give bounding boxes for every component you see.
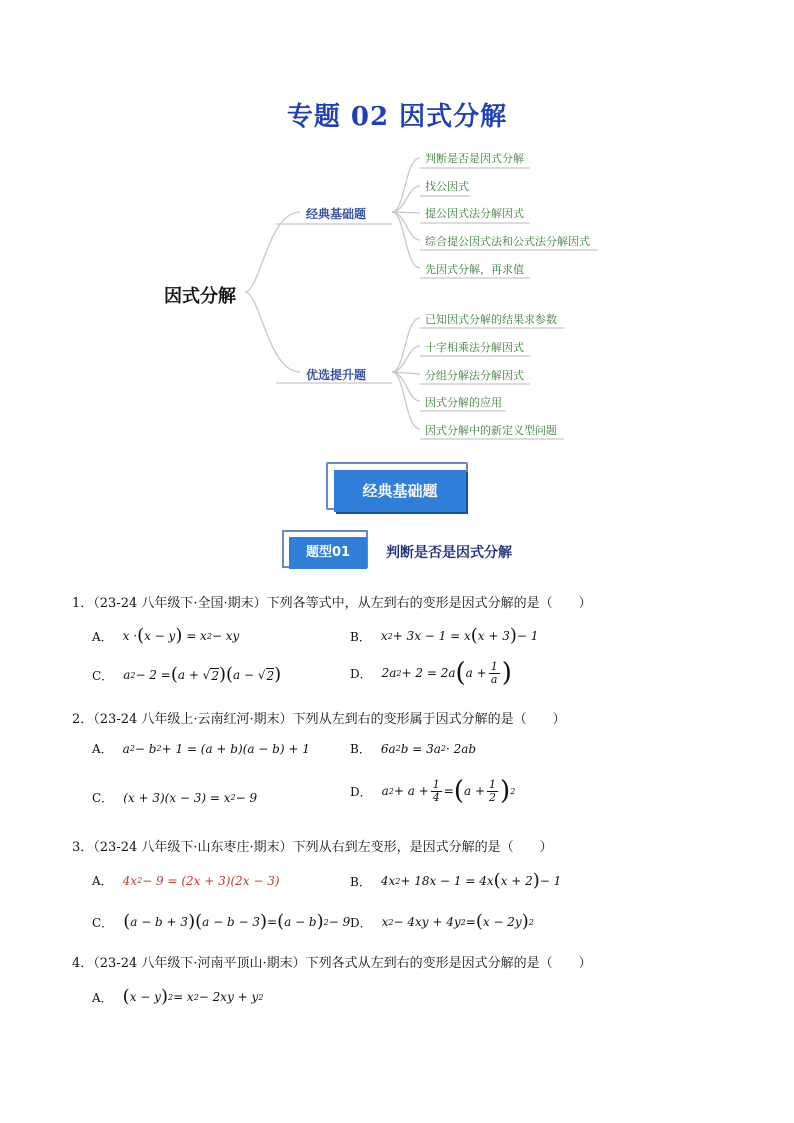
mind-map (0, 0, 794, 460)
question-2-option-c (92, 789, 257, 806)
question-1-option-d (350, 660, 512, 686)
option-formula: ( x − y ) 2 = x 2 − 2xy + y 2 (122, 986, 264, 1007)
mind-map-branch-advanced: 优选提升题 (306, 368, 367, 382)
mind-map-leaf: 分组分解法分解因式 (425, 369, 524, 382)
option-label: A． (92, 742, 113, 756)
option-label: B． (350, 874, 371, 889)
option-formula: a 2 + a + $\frac{1}{4}$ = ( a + $\frac{1}{2}$ ) 2 (381, 776, 516, 806)
option-label: C． (92, 915, 114, 930)
option-label: D． (350, 666, 372, 681)
mind-map-leaf: 综合提公因式法和公式法分解因式 (425, 235, 590, 248)
option-label: D． (350, 915, 372, 930)
mind-map-leaf: 因式分解中的新定义型问题 (425, 424, 557, 437)
question-1-stem: 1．（23-24 八年级下·全国·期末）下列各等式中，从左到右的变形是因式分解的是（ ） (72, 596, 592, 611)
question-2-option-a (92, 740, 310, 757)
question-1-option-b (350, 627, 538, 645)
option-formula: x 2 + 3x − 1 = x ( x + 3 ) − 1 (380, 625, 539, 646)
question-1-option-c (92, 666, 281, 684)
question-4-option-a (92, 988, 263, 1006)
option-formula: a 2 − 2 = ( a + √ 2 ) ( a − √ 2 ) (123, 664, 282, 685)
option-label: A． (92, 874, 113, 888)
option-formula-highlighted: 4x 2 − 9 = (2x + 3)(2x − 3) (122, 873, 280, 888)
option-formula: (x + 3)(x − 3) = x 2 − 9 (123, 790, 258, 805)
mind-map-leaf: 已知因式分解的结果求参数 (425, 313, 557, 326)
mind-map-root: 因式分解 (164, 286, 236, 307)
option-label: A． (92, 990, 113, 1005)
question-2-option-b (350, 740, 476, 757)
question-3-option-b (350, 872, 561, 890)
page-title: 专题 02 因式分解 (286, 102, 508, 132)
mind-map-leaf: 先因式分解，再求值 (425, 263, 524, 276)
question-4-stem: 4．（23-24 八年级下·河南平顶山·期末）下列各式从左到右的变形是因式分解的是（ ） (72, 956, 592, 971)
option-label: C． (92, 791, 114, 805)
option-formula: 6a 2 b = 3a 2 · 2ab (380, 741, 477, 756)
option-formula: x · ( x − y ) = x 2 − xy (122, 625, 240, 646)
mind-map-leaf: 判断是否是因式分解 (425, 152, 524, 165)
option-formula: ( a − b + 3 ) ( a − b − 3 ) = ( a − b ) 2 − 9 (123, 911, 351, 932)
question-3-option-a (92, 872, 280, 889)
question-1-option-a (92, 627, 239, 645)
question-type-tag (282, 530, 372, 572)
option-formula: a 2 − b 2 + 1 = (a + b)(a − b) + 1 (122, 741, 310, 756)
section-banner (326, 462, 472, 514)
question-2-stem: 2．（23-24 八年级上·云南红河·期末）下列从左到右的变形属于因式分解的是（ ） (72, 712, 566, 727)
option-label: D． (350, 784, 372, 799)
option-label: A． (92, 629, 113, 644)
option-label: C． (92, 668, 114, 683)
section-banner-label: 经典基础题 (334, 470, 466, 512)
question-3-stem: 3．（23-24 八年级下·山东枣庄·期末）下列从右到左变形，是因式分解的是（ ） (72, 840, 553, 855)
question-type-title: 判断是否是因式分解 (386, 545, 512, 561)
option-label: B． (350, 629, 371, 644)
mind-map-leaf: 因式分解的应用 (425, 396, 502, 409)
question-3-option-c (92, 913, 350, 931)
question-type-label: 题型01 (289, 537, 367, 569)
mind-map-connectors (0, 0, 794, 460)
mind-map-leaf: 十字相乘法分解因式 (425, 341, 524, 354)
option-formula: 4x 2 + 18x − 1 = 4x ( x + 2 ) − 1 (380, 870, 562, 891)
option-formula: 2a 2 + 2 = 2a ( a + $\frac{1}{a}$ ) (381, 658, 512, 688)
question-2-option-d (350, 778, 515, 804)
option-formula: x 2 − 4xy + 4y 2 = ( x − 2y ) 2 (381, 911, 534, 932)
mind-map-leaf: 提公因式法分解因式 (425, 207, 524, 220)
option-label: B． (350, 742, 371, 756)
question-3-option-d (350, 913, 534, 931)
mind-map-branch-basic: 经典基础题 (306, 207, 367, 221)
root-to-branch-2-line (245, 292, 300, 372)
mind-map-leaf: 找公因式 (425, 180, 469, 193)
